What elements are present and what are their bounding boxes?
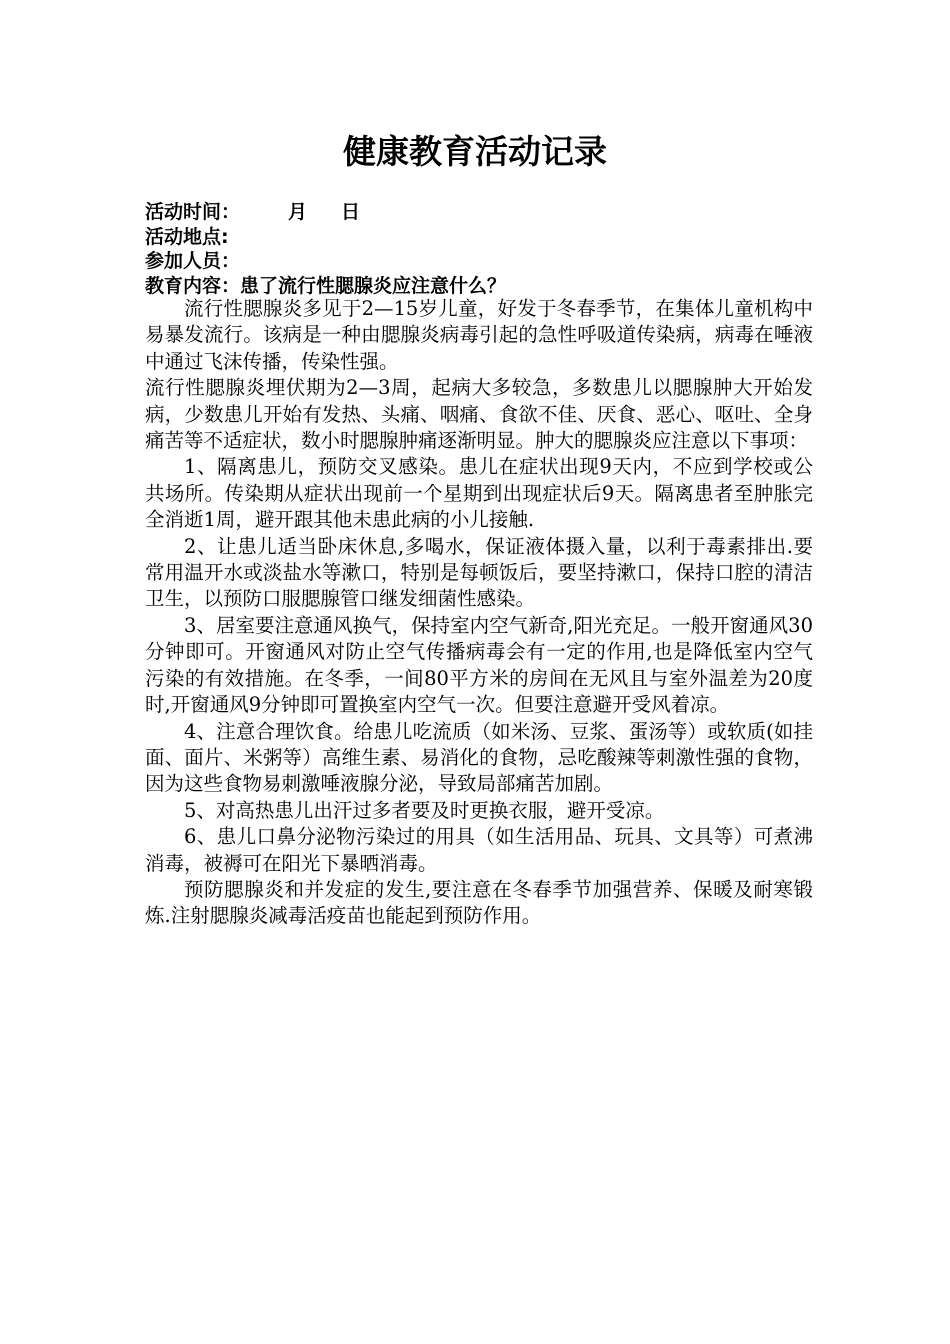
activity-place-row bbox=[145, 225, 815, 250]
paragraph-symptoms: 流行性腮腺炎埋伏期为2—3周，起病大多较急，多数患儿以腮腺肿大开始发病，少数患儿开始有发热、头痛、咽痛、食欲不佳、厌食、恶心、呕吐、全身痛苦等不适症状，数小时腮腺肿痛逐渐明显。肿大的腮腺炎应注意以下事项： bbox=[145, 376, 813, 453]
activity-time-label: 活动时间： bbox=[145, 201, 241, 223]
paragraph-item-4: 4、注意合理饮食。给患儿吃流质（如米汤、豆浆、蛋汤等）或软质(如挂面、面片、米粥等）高维生素、易消化的食物，忌吃酸辣等刺激性强的食物，因为这些食物易刺激唾液腺分泌，导致局部痛苦加剧。 bbox=[145, 719, 813, 796]
paragraph-intro: 流行性腮腺炎多见于2—15岁儿童，好发于冬春季节，在集体儿童机构中易暴发流行。该病是一种由腮腺炎病毒引起的急性呼吸道传染病，病毒在唾液中通过飞沫传播，传染性强。 bbox=[145, 297, 813, 373]
paragraph-item-3: 3、居室要注意通风换气，保持室内空气新奇,阳光充足。一般开窗通风30分钟即可。开窗通风对防止空气传播病毒会有一定的作用,也是降低室内空气污染的有效措施。在冬季，一间80平方米的房间在无风且与室外温差为20度时,开窗通风9分钟即可置换室内空气一次。但要注意避开受风着凉。 bbox=[145, 613, 813, 717]
paragraph-item-2: 2、让患儿适当卧床休息,多喝水，保证液体摄入量，以利于毒素排出.要常用温开水或淡盐水等漱口，特别是每顿饭后，要坚持漱口，保持口腔的清洁卫生，以预防口服腮腺管口继发细菌性感染。 bbox=[145, 534, 813, 611]
paragraph-prevention: 预防腮腺炎和并发症的发生,要注意在冬春季节加强营养、保暖及耐寒锻炼.注射腮腺炎减毒活疫苗也能起到预防作用。 bbox=[145, 877, 813, 928]
paragraph-item-6: 6、患儿口鼻分泌物污染过的用具（如生活用品、玩具、文具等）可煮沸消毒，被褥可在阳光下暴晒消毒。 bbox=[145, 825, 813, 875]
education-content-row bbox=[145, 274, 815, 299]
record-meta bbox=[145, 200, 815, 298]
activity-day: 日 bbox=[341, 201, 361, 223]
activity-place-label: 活动地点: bbox=[145, 225, 229, 248]
paragraph-item-5: 5、对高热患儿出汗过多者要及时更换衣服，避开受凉。 bbox=[184, 798, 665, 822]
activity-time-row bbox=[145, 200, 815, 225]
participants-row bbox=[145, 249, 815, 274]
paragraph-item-1: 1、隔离患儿，预防交叉感染。患儿在症状出现9天内，不应到学校或公共场所。传染期从症状出现前一个星期到出现症状后9天。隔离患者至肿胀完全消逝1周，避开跟其他未患此病的小儿接触. bbox=[145, 455, 813, 532]
page-title: 健康教育活动记录 bbox=[343, 132, 607, 171]
participants-label: 参加人员： bbox=[145, 250, 241, 272]
education-content-label: 教育内容：患了流行性腮腺炎应注意什么？ bbox=[145, 274, 507, 297]
document-body bbox=[145, 296, 813, 930]
activity-month: 月 bbox=[288, 201, 308, 223]
